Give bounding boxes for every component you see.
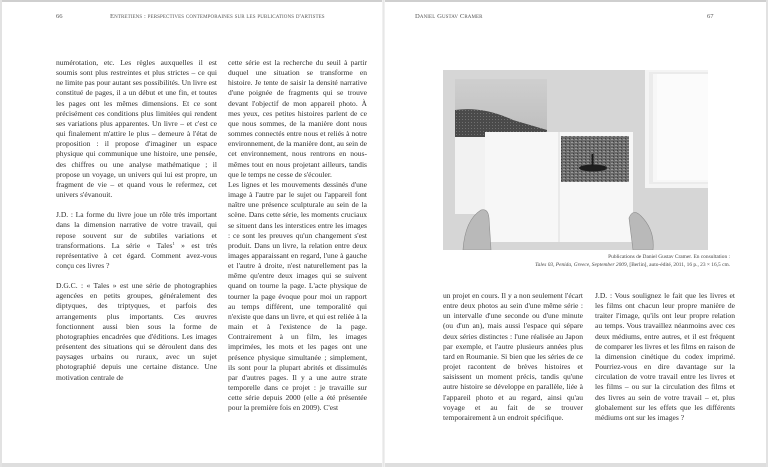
footnote-marker: 1 <box>172 240 175 246</box>
left-page-column-1 <box>56 58 217 383</box>
running-head-left: Entretiens : perspectives contemporaines sur les publications d'artistes <box>110 13 325 20</box>
caption-line-2 <box>400 262 730 270</box>
paragraph: numérotation, etc. Les règles auxquelles il est soumis sont plus restreintes et plus strictes – ce qui ne limite pas pour autant ses possibilités. Un livre est constitué de pages, il a un début et une fin, et toutes les pages ont les mêmes dimensions. Et ce sont précisément ces conditions plus limitées qui rendent ses variations plus apparentes. Un livre – et c'est ce qui finalement m'attire le plus – demeure à l'état de proposition : il propose d'imaginer un espace physique qui communique une histoire, une pensée, des chiffres ou une analyse mathématique ; il propose un voyage, un univers qui lui est propre, un fragment de vie – et quand vous le refermez, cet univers s'évanouit. <box>56 58 217 200</box>
left-page-column-2 <box>228 58 367 413</box>
question-text: J.D. : La forme du livre joue un rôle très important dans la dimension narrative de votre travail, qui repose souvent sur de subtiles variations et transformations. La série « Tales <box>56 210 217 250</box>
caption-line-1: Publications de Daniel Gustav Cramer. En consultation : <box>608 254 730 260</box>
question-text-end: » est très représentative à cet égard. Comment avez-vous conçu ces livres ? <box>56 240 218 270</box>
answer-paragraph: D.G.C. : « Tales » est une série de photographies agencées en petits groupes, généralement des diptyques, des triptyques, et parfois des arrangements plus importants. Ces œuvres fonctionnent aussi bien sous la forme de photographies encadrées que d'éditions. Les images présentent des situations qui se déroulent dans des paysages urbains ou ruraux, avec un sujet photographié depuis une certaine distance. Une motivation centrale de <box>56 281 217 382</box>
question-paragraph <box>56 210 217 271</box>
right-page-column-2 <box>595 291 735 423</box>
photo-open-book <box>443 70 708 250</box>
page-number-right: 67 <box>707 13 714 20</box>
page-number-left: 66 <box>56 13 63 20</box>
caption-title: Tales 03, Penida, Greece, September 2009 <box>535 261 627 268</box>
paragraph: cette série est la recherche du seuil à partir duquel une situation se transforme en histoire. Je tente de saisir la densité narrative d'une poignée de fragments qui se trouve devant l'objectif de mon appareil photo. À mes yeux, ces petites histoires parlent de ce que nous sommes, de la manière dont nous sommes connectés entre nous et reliés à notre environnement, de la manière dont, au sein de cet environnement, nous rentrons en nous-mêmes tout en nous projetant ailleurs, tandis que le temps ne cesse de s'écouler. <box>228 58 367 179</box>
question-paragraph: J.D. : Vous soulignez le fait que les livres et les films ont chacun leur propre manière de traiter l'image, qu'ils ont leur propre relation au temps. Vous travaillez néanmoins avec ces deux médiums, entre autres, et il est fréquent de comparer les livres et les films en raison de la dimension cinétique du codex imprimé. Pourriez-vous en dire davantage sur la circulation de votre travail entre les livres et les films – ou sur la circulation des films et des livres au sein de votre travail – et, plus globalement sur les effets que les différents médiums ont sur les images ? <box>595 291 735 422</box>
caption-details: , [Berlin], auto-édité, 2011, 16 p., 23 × 16,5 cm. <box>626 261 730 268</box>
photo-illustration <box>443 70 708 250</box>
stacked-booklets <box>645 70 708 188</box>
paragraph: Les lignes et les mouvements dessinés d'une image à l'autre par le sujet ou l'appareil font naître une présence sculpturale au sein de la scène. Dans cette série, les moments cruciaux se situent dans les interstices entre les images : ce sont les preuves qu'un changement s'est produit. Dans un livre, la relation entre deux images apparaissant en regard, l'une à gauche et l'autre à droite, n'est naturellement pas la même qu'entre deux images qui se suivent quand on tourne la page. L'acte physique de tourner la page évoque pour moi un rapport au temps différent, une temporalité qui n'existe que dans un livre, et qui est reliée à la main et à l'existence de la page. Contrairement à un film, les images imprimées, les mots et les pages ont une présence physique simultanée ; simplement, ils sont pour la plupart abrités et dissimulés par d'autres pages. Il y a une autre strate temporelle dans ce projet : je travaille sur cette série depuis 2000 (elle a été présentée pour la première fois en 2009). C'est <box>228 179 367 413</box>
right-page-column-1 <box>443 291 583 423</box>
paragraph: un projet en cours. Il y a non seulement l'écart entre deux photos au sein d'une même série : un intervalle d'une seconde ou d'une minute (ou d'un an), mais aussi l'espace qui sépare deux séries distinctes : l'une réalisée au Japon par exemple, et l'autre plusieurs années plus tard en Roumanie. Si bien que les séries de ce projet racontent de brèves histoires et saisissent un moment précis, tandis qu'une autre histoire se développe en parallèle, liée à l'appareil photo et au regard, ainsi qu'au voyage et au fait de se trouver temporairement à un endroit spécifique. <box>443 291 583 422</box>
open-booklet <box>485 132 633 242</box>
running-head-right: Daniel Gustav Cramer <box>415 13 483 20</box>
photo-caption <box>400 254 730 269</box>
left-page <box>0 0 382 463</box>
